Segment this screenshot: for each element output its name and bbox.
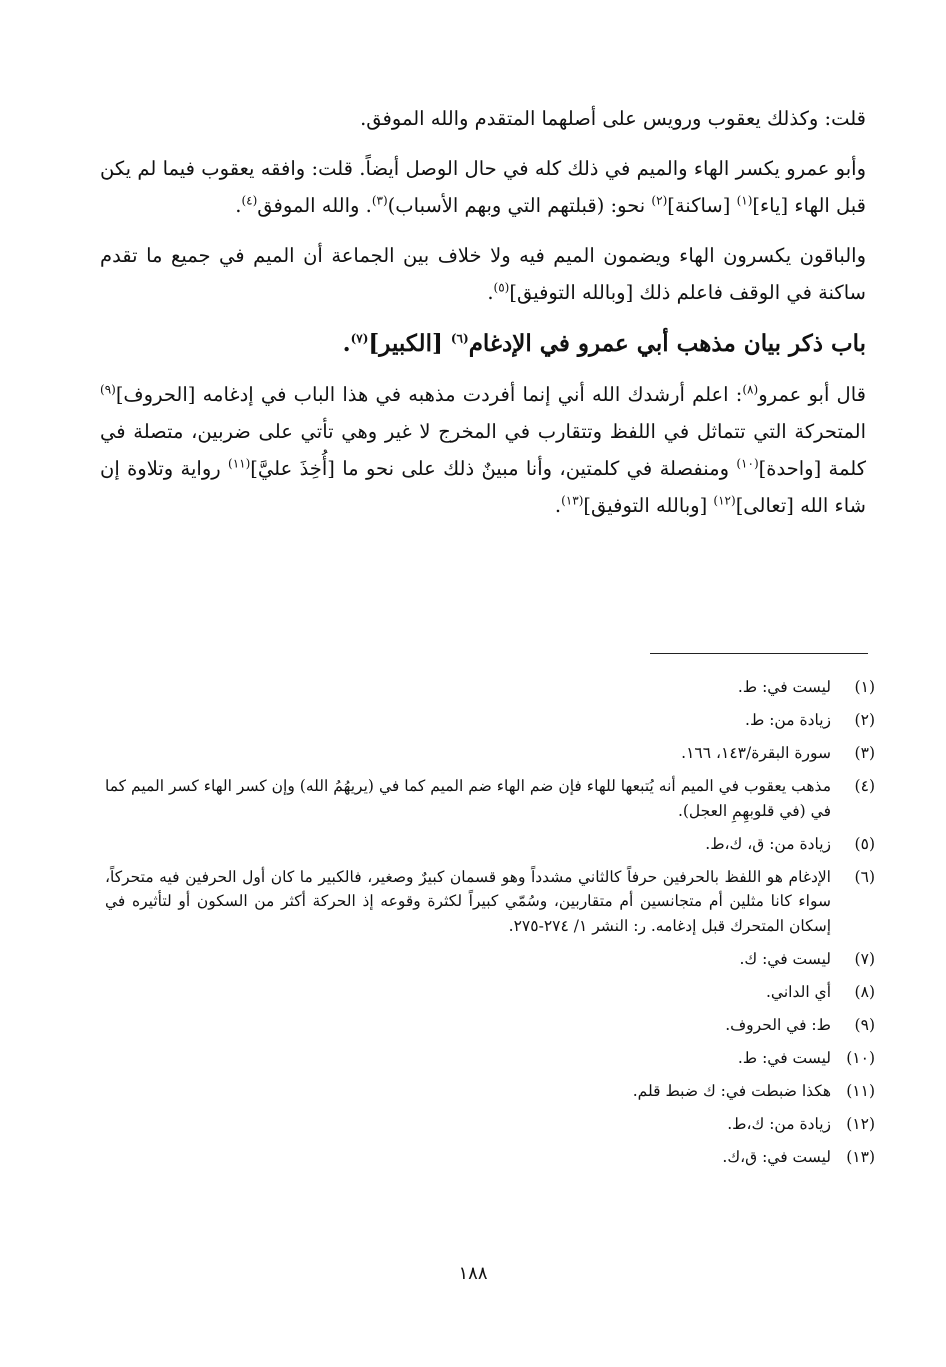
text-run: . والله الموفق [257, 194, 372, 217]
text-run: رواية وتلاوة إن شاء الله [تعالى] [100, 457, 866, 517]
footnote [105, 675, 875, 700]
footnote-marker: (١١) [228, 456, 251, 471]
footnote-text: ليست في: ق،ك. [722, 1147, 831, 1166]
text-run: وأبو عمرو يكسر الهاء والميم في ذلك كله في حال الوصل أيضاً. قلت: وافقه يعقوب فيما لم يكن قبل الهاء [ياء] [100, 157, 866, 217]
footnote-number: (١٢) [846, 1114, 875, 1133]
footnote-number: (١٠) [846, 1048, 875, 1067]
footnote-marker: (٢) [651, 193, 668, 208]
text-run: . [554, 494, 562, 517]
footnote-text: مذهب يعقوب في الميم أنه يُتبعها للهاء فإن ضم الهاء ضم الميم كما في (يريهُمُ الله) وإن كسر الهاء كسر الميم كما في (في قلوبهِمِ العجل). [105, 777, 831, 820]
footnote-text: زيادة من: ق، ك،ط. [705, 834, 831, 853]
footnote [105, 832, 875, 857]
footnote-marker: (٦) [450, 331, 469, 346]
text-run: [ساكنة] [667, 194, 737, 217]
footnote-text: أي الداني. [766, 982, 831, 1001]
footnote [105, 1013, 875, 1038]
text-run: باب ذكر بيان مذهب أبي عمرو في الإدغام [468, 330, 866, 357]
footnote [105, 708, 875, 733]
paragraph [100, 376, 866, 524]
footnote [105, 947, 875, 972]
footnote-marker: (٥) [493, 280, 510, 295]
footnote-text: زيادة من: ط. [745, 711, 831, 729]
footnote [105, 980, 875, 1005]
footnote-number: (٣) [854, 744, 875, 762]
text-run: قلت: وكذلك يعقوب ورويس على أصلهما المتقدم والله الموفق. [360, 107, 866, 130]
text-run: . [342, 330, 351, 357]
footnote-number: (٢) [854, 711, 875, 729]
footnote-number: (١١) [846, 1081, 875, 1100]
paragraph [100, 237, 866, 311]
text-run: والباقون يكسرون الهاء ويضمون الميم فيه ولا خلاف بين الجماعة أن الميم في جميع ما تقدم ساكنة في الوقف فاعلم ذلك [وبالله التوفيق] [100, 244, 866, 304]
footnote-text: ليست في: ط. [737, 1048, 831, 1067]
footnote-marker: (٨) [742, 382, 759, 397]
main-text [100, 100, 866, 537]
chapter-heading [100, 324, 866, 364]
footnote-number: (٦) [854, 867, 875, 886]
footnote-text: زيادة من: ك،ط. [727, 1114, 831, 1133]
footnote-text: الإدغام هو اللفظ بالحرفين حرفاً كالثاني مشدداً وهو قسمان كبيرٌ وصغير، فالكبير ما كان أول الحرفين فيه متحركاً، سواء كانا مثلين أم متجانسين أم متقاربين، وسُمّي كبيراً لكثرة وقوعه إذ الحركة أكثر من السكون أو لتأثيره في إسكان المتحرك قبل إدغامه. ر: النشر ١/ ٢٧٤-٢٧٥. [105, 867, 831, 935]
footnote-marker: (١٠) [736, 456, 759, 471]
footnote [105, 1112, 875, 1137]
footnote-marker: (١) [736, 193, 753, 208]
footnote-text: ليست في: ك. [739, 949, 831, 968]
text-run: ومنفصلة في كلمتين، وأنا مبينٌ ذلك على نحو ما [أُخِذَ عليَّ] [250, 457, 737, 480]
footnote-marker: (١٢) [713, 493, 736, 508]
text-run: . [235, 194, 242, 217]
footnote-number: (١) [854, 678, 875, 696]
footnote-marker: (٤) [241, 193, 258, 208]
text-run: قال أبو عمرو [758, 383, 866, 406]
footnote-number: (٨) [854, 982, 875, 1001]
footnote-text: ليست في: ط. [737, 678, 831, 696]
footnote-marker: (٧) [350, 331, 369, 346]
footnote [105, 865, 875, 939]
paragraph [100, 100, 866, 137]
footnote [105, 1079, 875, 1104]
footnote-marker: (٣) [371, 193, 388, 208]
footnote-number: (٤) [854, 777, 875, 795]
text-run: [الكبير] [368, 330, 451, 357]
footnote-number: (٧) [854, 949, 875, 968]
footnote-marker: (١٣) [561, 493, 584, 508]
footnote-number: (٩) [854, 1015, 875, 1034]
footnote-text: سورة البقرة/١٤٣، ١٦٦. [681, 744, 831, 762]
footnote [105, 774, 875, 823]
page-number: ١٨٨ [458, 1263, 488, 1284]
footnote-marker: (٩) [100, 382, 116, 397]
footnote-number: (١٣) [846, 1147, 875, 1166]
text-run: . [487, 281, 494, 304]
footnote [105, 1046, 875, 1071]
text-run: المتحركة التي تتماثل في اللفظ وتتقارب في المخرج لا غير وهي تأتي على ضربين، متصلة في كلمة [واحدة] [100, 420, 866, 480]
text-run: [وبالله التوفيق] [583, 494, 714, 517]
footnote [105, 1145, 875, 1170]
text-run: : اعلم أرشدك الله أني إنما أفردت مذهبه في هذا الباب في إدغامه [الحروف] [115, 383, 743, 406]
footnote-text: هكذا ضبطت في: ك ضبط قلم. [632, 1081, 831, 1100]
footnote-separator [650, 653, 868, 654]
footnote [105, 741, 875, 766]
paragraph [100, 150, 866, 224]
footnote-text: ط: في الحروف. [725, 1015, 831, 1034]
text-run: نحو: (قبلتهم التي وبهم الأسباب) [387, 194, 652, 217]
footnotes [105, 675, 875, 1178]
footnote-number: (٥) [854, 834, 875, 853]
